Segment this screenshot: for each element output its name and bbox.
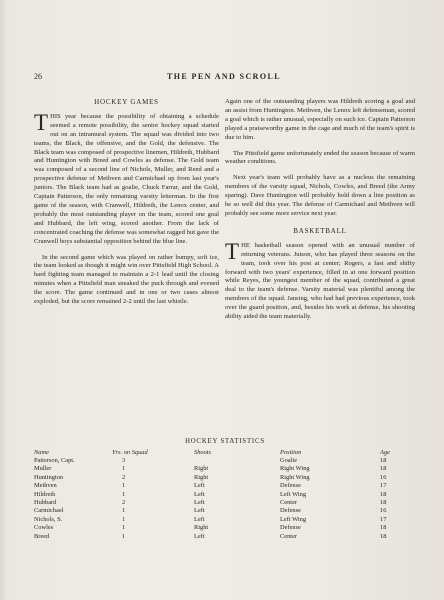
hockey-paragraph-1-text: HIS year because the possibility of obtaining a schedule seemed a remote possibility, the senior hockey squad started out on an intramural system. The squad was divided into two teams, the Black, the offensive, and the Gold, the defensive. The Black team was composed of prospective linemen, Hildreth, Hubbard and Huntington with Breed and Cowles as defense. The Gold team was composed of a second line of Nichols, Muller, and Reed and a prospective defense of Methven and Carmichael up from last year's juniors. The Black team had as goalie, Chuck Farrar, and the Gold, Captain Patterson, the only remaining varsity letterman. In the first game of the season, with Cranwell, Hildreth, the Lenox center, and probably the most outstanding player on the team, scored one goal and Hubbard, the left wing, scored another. From the lack of concentrated coaching the defense was somewhat ragged but gave the Cranwell boys substantial opposition behind the blue line. xyxy=(34,112,219,245)
cell-shoots: Right xyxy=(194,465,209,473)
cell-position: Right Wing xyxy=(280,465,310,473)
cell-years: 1 xyxy=(122,507,126,515)
hockey-paragraph-1 xyxy=(34,109,219,247)
table-row xyxy=(34,507,416,515)
cell-shoots: Left xyxy=(194,490,205,498)
cell-shoots: Left xyxy=(194,482,205,490)
cell-shoots: Right xyxy=(194,524,209,532)
page-number: 26 xyxy=(34,72,42,81)
header-position: Position xyxy=(280,448,302,456)
cell-age: 18 xyxy=(380,465,387,473)
table-row xyxy=(34,524,416,532)
cell-name: Nichols, S. xyxy=(34,515,63,523)
cell-name: Cowles xyxy=(34,524,54,532)
header-name: Name xyxy=(34,448,49,456)
cell-age: 16 xyxy=(380,507,387,515)
hockey-paragraph-4: The Pittsfield game unfortunately ended the season because of warm weather conditions. xyxy=(225,149,415,166)
cell-name: Carmichael xyxy=(34,507,64,515)
cell-shoots: Left xyxy=(194,499,205,507)
cell-position: Center xyxy=(280,532,298,540)
page-header xyxy=(34,72,414,84)
stats-table xyxy=(34,448,416,540)
table-row xyxy=(34,498,416,506)
cell-position: Left Wing xyxy=(280,515,307,523)
table-row xyxy=(34,515,416,523)
hockey-drop-cap: T xyxy=(34,109,49,135)
cell-years: 1 xyxy=(122,532,126,540)
cell-shoots: Right xyxy=(194,473,209,481)
basketball-paragraph-1 xyxy=(225,238,415,322)
table-row xyxy=(34,482,416,490)
cell-years: 1 xyxy=(122,515,126,523)
hockey-statistics xyxy=(34,438,416,540)
basketball-drop-cap: T xyxy=(225,238,240,264)
table-row xyxy=(34,490,416,498)
cell-years: 1 xyxy=(122,524,126,532)
stats-title: HOCKEY STATISTICS xyxy=(185,438,265,445)
cell-name: Muller xyxy=(34,465,52,473)
cell-name: Patterson, Capt. xyxy=(34,457,75,465)
basketball-paragraph-1-text: HE basketball season opened with an unusual number of returning veterans. Jutson, who has played three seasons on the team, took over his post at center; Rogers, a fast and shifty forward with two years' experience, filled in at one forward position while Reyes, the youngest member of the squad, contributed a great deal to the team's defense. Varsity material was plentiful among the members of the squad. Jansing, who had had previous experience, took over the guard position, and, besides his work at defense, his shooting ability aided the team materially. xyxy=(225,241,415,321)
cell-position: Center xyxy=(280,499,298,507)
table-row xyxy=(34,465,416,473)
cell-age: 17 xyxy=(380,482,387,490)
cell-age: 18 xyxy=(380,490,387,498)
cell-name: Hildreth xyxy=(34,490,56,498)
cell-name: Methven xyxy=(34,482,57,490)
right-column xyxy=(225,98,415,322)
hockey-paragraph-5: Next year's team will probably have as a nucleus the remaining members of the varsity squad, Nichols, Cowles, and Breed (the Army sparing). Dave Huntington will probably hold down a line position as he so well did this year. The defense of Carmichael and Methven will probably see some more service next year. xyxy=(225,174,415,217)
header-years: Yrs. on Squad xyxy=(112,448,148,456)
cell-shoots: Left xyxy=(194,507,205,515)
cell-years: 3 xyxy=(122,457,126,465)
stats-header-row xyxy=(34,448,416,456)
cell-shoots xyxy=(194,456,280,464)
cell-age: 17 xyxy=(380,515,387,523)
cell-age: 18 xyxy=(380,524,387,532)
hockey-paragraph-2: In the second game which was played on rather bumpy, soft ice, the team looked as though it might win over Pittsfield High School. A hard fighting team managed to maintain a 2-1 lead until the closing minutes when a Pittsfield man sneaked the puck through and evened the score. The game continued and in one or two cases almost exploded, but the score remained 2-2 until the last whistle. xyxy=(34,253,219,306)
cell-position: Defense xyxy=(280,524,301,532)
cell-age: 18 xyxy=(380,499,387,507)
cell-position: Defense xyxy=(280,507,301,515)
cell-shoots: Left xyxy=(194,532,205,540)
table-row xyxy=(34,473,416,481)
cell-years: 1 xyxy=(122,465,126,473)
cell-years: 2 xyxy=(122,499,126,507)
left-column xyxy=(34,98,219,307)
cell-years: 1 xyxy=(122,482,126,490)
header-age: Age xyxy=(380,448,390,456)
cell-position: Left Wing xyxy=(280,490,307,498)
cell-name: Hubbard xyxy=(34,499,57,507)
cell-name: Huntington xyxy=(34,473,64,481)
cell-age: 18 xyxy=(380,457,387,465)
cell-age: 16 xyxy=(380,473,387,481)
cell-years: 1 xyxy=(122,490,126,498)
cell-age: 18 xyxy=(380,532,387,540)
cell-position: Goalie xyxy=(280,457,298,465)
cell-position: Defense xyxy=(280,482,301,490)
cell-position: Right Wing xyxy=(280,473,310,481)
header-shoots: Shoots xyxy=(194,448,212,456)
cell-name: Breed xyxy=(34,532,50,540)
cell-shoots: Left xyxy=(194,515,205,523)
table-row xyxy=(34,532,416,540)
hockey-paragraph-3: Again one of the outstanding players was Hildreth scoring a goal and an assist from Huntington. Methven, the Lenox left defenseman, scored a goal which is rather unusual, especially on such ice. Captain Patterson played a praiseworthy game in the cage and much of the team's spirit is due to him. xyxy=(225,98,415,141)
table-row xyxy=(34,456,416,464)
journal-title: THE PEN AND SCROLL xyxy=(167,72,281,81)
hockey-section-title: HOCKEY GAMES xyxy=(94,98,159,106)
cell-years: 2 xyxy=(122,473,126,481)
basketball-section-title: BASKETBALL xyxy=(293,226,347,235)
